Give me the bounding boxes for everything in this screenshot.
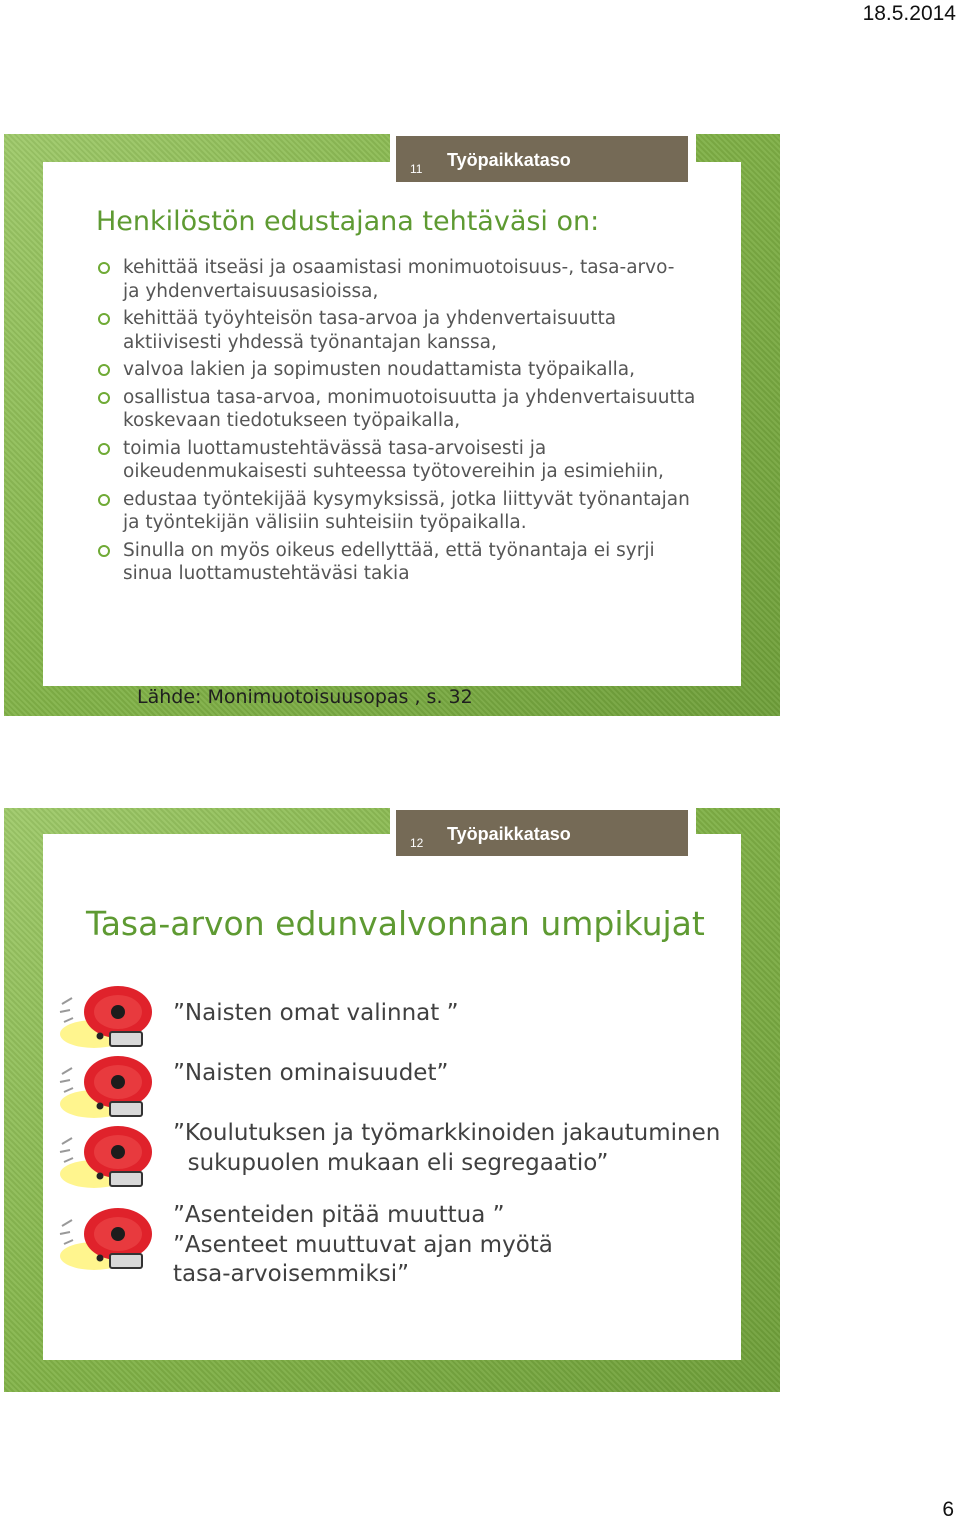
- slide-header-label: Työpaikkataso: [447, 824, 571, 844]
- bullet-item: valvoa lakien ja sopimusten noudattamista työpaikalla,: [96, 358, 696, 382]
- dead-end-item: ”Naisten ominaisuudet”: [173, 1060, 449, 1086]
- bullet-ring-icon: [98, 545, 110, 557]
- alarm-bell-icon: [56, 982, 156, 1054]
- bullet-item: edustaa työntekijää kysymyksissä, jotka liittyvät työnantajan ja työntekijän välisiin suhteisiin työpaikalla.: [96, 488, 696, 535]
- slide-title: Tasa-arvon edunvalvonnan umpikujat: [86, 904, 705, 943]
- dead-end-item: ”Koulutuksen ja työmarkkinoiden jakautuminen sukupuolen mukaan eli segregaatio”: [173, 1120, 721, 1176]
- bullet-ring-icon: [98, 392, 110, 404]
- bullet-item: kehittää itseäsi ja osaamistasi monimuotoisuus-, tasa-arvo- ja yhdenvertaisuusasioissa,: [96, 256, 696, 303]
- alarm-bell-icon: [56, 1052, 156, 1124]
- bullet-ring-icon: [98, 262, 110, 274]
- bullet-item: toimia luottamustehtävässä tasa-arvoisesti ja oikeudenmukaisesti suhteessa työtovereihin ja esimiehiin,: [96, 437, 696, 484]
- page-date: 18.5.2014: [862, 2, 956, 25]
- slide-header-tab: [390, 808, 696, 860]
- bullet-item: Sinulla on myös oikeus edellyttää, että työnantaja ei syrji sinua luottamustehtäväsi takia: [96, 539, 696, 586]
- bullet-ring-icon: [98, 443, 110, 455]
- slide-header-tab: [390, 134, 696, 186]
- bullet-item: osallistua tasa-arvoa, monimuotoisuutta ja yhdenvertaisuutta koskevaan tiedotukseen työpaikalla,: [96, 386, 696, 433]
- dead-end-item: ”Naisten omat valinnat ”: [173, 1000, 459, 1026]
- slide-title: Henkilöstön edustajana tehtäväsi on:: [96, 206, 600, 237]
- bullet-ring-icon: [98, 494, 110, 506]
- bullet-ring-icon: [98, 313, 110, 325]
- bullet-item: kehittää työyhteisön tasa-arvoa ja yhdenvertaisuutta aktiivisesti yhdessä työnantajan kanssa,: [96, 307, 696, 354]
- slide-header-label: Työpaikkataso: [447, 150, 571, 170]
- dead-end-item: ”Asenteiden pitää muuttua ” ”Asenteet muuttuvat ajan myötä tasa-arvoisemmiksi”: [173, 1202, 553, 1287]
- bullet-list: [96, 256, 696, 590]
- alarm-bell-icon: [56, 1122, 156, 1194]
- slide-number: 11: [410, 162, 423, 176]
- slide-12: [4, 808, 780, 1392]
- page-number: 6: [942, 1498, 954, 1521]
- alarm-bell-icon: [56, 1204, 156, 1276]
- bullet-ring-icon: [98, 364, 110, 376]
- slide-number: 12: [410, 836, 424, 850]
- slide-11: [4, 134, 780, 716]
- source-note: Lähde: Monimuotoisuusopas , s. 32: [137, 686, 473, 708]
